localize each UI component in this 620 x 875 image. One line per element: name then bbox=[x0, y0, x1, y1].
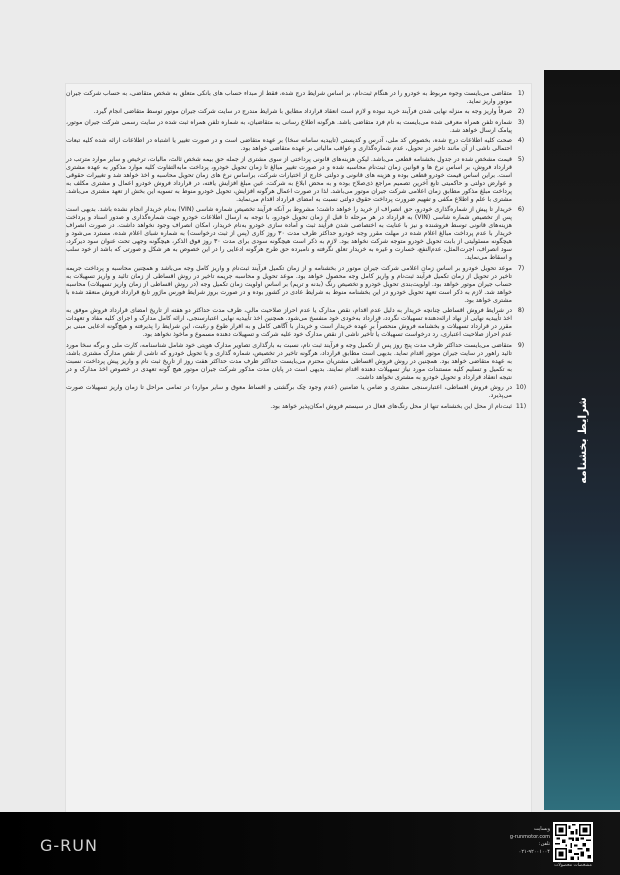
website-link[interactable]: g-runmotor.com bbox=[509, 833, 550, 840]
terms-paragraph bbox=[66, 384, 528, 400]
paragraph-number: 10) bbox=[515, 384, 527, 392]
terms-list bbox=[66, 90, 528, 413]
paragraph-number: 4) bbox=[517, 137, 525, 145]
qr-code-graphic bbox=[555, 824, 591, 860]
paragraph-text: ثبت‌نام از محل این بخشنامه تنها از محل رنگ‌های فعال در سیستم فروش امکان‌پذیر خواهد بود. bbox=[270, 402, 512, 410]
paragraph-text: صرفاً واریز وجه به منزله نهایی شدن فرآیند خرید نبوده و لازم است انعقاد قرارداد مطابق با شرایط مندرج در سایت شرکت جیران موتور توسط متقاضی انجام گیرد. bbox=[93, 108, 512, 116]
terms-paragraph bbox=[66, 137, 528, 153]
paragraph-number: 2) bbox=[517, 108, 525, 116]
paragraph-text: شماره تلفن همراه معرفی شده می‌بایست به نام فرد متقاضی باشد. هرگونه اطلاع رسانی به متقاضیان، به شماره تلفن همراه ثبت شده در سایت رسمی شرکت جیران موتور، پیامک ارسال خواهد شد. bbox=[66, 118, 512, 134]
terms-paragraph bbox=[66, 342, 528, 382]
paragraph-text: خریدار تا پیش از شماره‌گذاری خودرو، حق انصراف از خرید را خواهد داشت؛ مشروط بر آنکه فرآیند تخصیص شماره شاسی (VIN) به‌نام خریدار انجام نشده باشد. بدیهی است پس از تخصیص شماره شاسی (VIN) به قرارداد در هر مرحله تا قبل از زمان تحویل خودرو، با توجه به ارسال اطلاعات خودرو جهت شماره‌گذاری و صدور اسناد و پرداخت هزینه‌های قانونی توسط فروشنده و نیز با عنایت به اختصاصی شدن فرآیند ثبت و آماده سازی خودرو به‌نام خریدار، امکان انصراف وجود نخواهد داشت. در صورت انصراف خریدار با عدم پرداخت مبالغ اعلام شده در مهلت مقرر وجه خودرو حداکثر ظرف مدت ۳۰ روز کاری (پس از ثبت درخواست) به شماره شبای اعلام شده، مسترد می‌شود و هیچگونه مسئولیتی از بابت تحویل خودرو متوجه شرکت نخواهد بود. لازم به ذکر است هیچگونه سودی برای مدت ۳۰ روز فوق الذکر، هیچگونه وجهی تحت عنوان سود دیرکرد، سود انصراف، اجرت‌المثل، عدم‌النفع، خسارت و غیره به خریدار تعلق نگرفته و نامبرده حق طرح هرگونه ادعایی را در این خصوص به هر شکل و صورتی که باشد از خود سلب و اسقاط می‌نماید. bbox=[66, 206, 512, 262]
qr-code-icon[interactable] bbox=[553, 822, 593, 862]
phone-label: تلفن: bbox=[538, 841, 550, 847]
terms-paragraph bbox=[66, 90, 528, 106]
paragraph-number: 6) bbox=[517, 206, 525, 214]
paragraph-text: متقاضی می‌بایست حداکثر ظرف مدت پنج روز پس از تکمیل وجه و فرآیند ثبت نام، نسبت به بارگذاری تصاویر مدارک هویتی خود شامل شناسنامه، کارت ملی و برگه سخا مورد تائید راهور در سایت جیران موتور اقدام نماید. بدیهی است مطابق قرارداد، هرگونه تاخیر در تخصیص، شماره گذاری و یا تحویل خودرو که ناشی از نقص مدارک مشتری باشد، به عهده متقاضی خواهد بود. همچنین در روش فروش اقساطی مشتریان محترم می‌بایست حداکثر ظرف مدت حداکثر هفت روز از تاریخ ثبت نام و واریز پیش پرداخت، نسبت به تکمیل و تسلیم کلیه مستندات مورد نیاز تسهیلات دهنده اقدام نمایند. بدیهی است در پایان مدت مذکور شرکت جیران موتور هیچ گونه تعهدی در خصوص اخذ مدارک و در نتیجه انعقاد قرارداد و تحویل خودرو به مشتری نخواهد داشت. bbox=[66, 341, 512, 381]
paragraph-number: 8) bbox=[517, 307, 525, 315]
paragraph-text: صحت کلیه اطلاعات درج شده، بخصوص کد ملی، آدرس و کدپستی (تاییدیه سامانه سخا) بر عهده متقاضی است و در صورت تغییر یا اشتباه در اطلاعات ارائه شده کلیه تبعات احتمالی ناشی از آن مانند تاخیر در تحویل، عدم شماره‌گذاری و عواقب مالیاتی بر عهده متقاضی خواهد بود. bbox=[66, 137, 512, 153]
paragraph-number: 9) bbox=[517, 341, 525, 349]
terms-paragraph bbox=[66, 307, 528, 339]
side-banner-title-wrap bbox=[544, 70, 620, 810]
paragraph-text: در روش فروش اقساطی، اعتبارسنجی مشتری و ضامن یا ضامنین (عدم وجود چک برگشتی و اقساط معوق و سایر موارد) در تمامی مراحل تا زمان واریز تسهیلات صورت می‌پذیرد. bbox=[66, 384, 512, 400]
qr-code-label: مشخصات محصولات bbox=[554, 863, 592, 868]
terms-paragraph bbox=[66, 119, 528, 135]
phone-number: ۰۲۱-۹۲۰۰۱۰۰۴ bbox=[518, 848, 550, 855]
paragraph-text: در شرایط فروش اقساطی چنانچه خریدار به دلیل عدم اقدام، نقص مدارک یا عدم احراز صلاحیت مالی، ظرف مدت حداکثر دو هفته از تاریخ امضای قرارداد فروش موفق به اخذ تأییدیه نهایی از نهاد ارائه‌دهنده تسهیلات نگردد، قرارداد به‌خودی خود منفسخ می‌شود. همچنین اخذ تأییدیه نهایی اعتبارسنجی، ارائه کامل مدارک و اجرای کلیه مفاد و تعهدات مقرر در قرارداد تسهیلات و بخشنامه فروش منحصراً بر عهده خریدار است و خریدار با آگاهی کامل و به اقرار طوع و رغبت، این شرایط را پذیرفته و هیچ‌گونه ادعایی مبنی بر عدم احراز صلاحیت اعتباری، رد درخواست تسهیلات یا تأخیر ناشی از نقص مدارک خود علیه شرکت و تسهیلات دهنده مسموع و مأخوذ نخواهد بود. bbox=[66, 307, 512, 339]
terms-paragraph bbox=[66, 206, 528, 262]
terms-paragraph bbox=[66, 265, 528, 305]
paragraph-number: 5) bbox=[517, 155, 525, 163]
terms-paragraph bbox=[66, 403, 528, 411]
paragraph-number: 3) bbox=[517, 118, 525, 126]
contact-info bbox=[490, 826, 550, 856]
side-banner-title: شرایط بخشنامه bbox=[575, 396, 589, 484]
paragraph-text: قیمت مشخص شده در جدول بخشنامه قطعی می‌باشد. لیکن هزینه‌های قانونی پرداختی از سوی مشتری از جمله حق بیمه شخص ثالث، مالیات، ترخیص و سایر موارد مترتب در قرارداد فروش، بر اساس نرخ ها و قوانین زمان ثبت‌نام محاسبه شده و در صورت تغییر مبالغ تا زمان تحویل خودرو، پرداخت مابه‌التفاوت کلیه موارد مذکور به عهده مشتری است. براین اساس قیمت خودرو قطعی بوده و هزینه های قانونی و دولتی خارج از اختیارات شرکت، براساس نرخ های زمان تحویل محاسبه و اخذ خواهد شد و تغییرات حقوقی و عوارض دولتی و حاکمیتی تابع آخرین تصمیم مراجع ذی‌صلاح بوده و به محض ابلاغ به شرکت، عین مبلغ افزایش یافته، در قرارداد فروش خودرو اعمال و مشتری مکلف به پرداخت مبلغ مذکور مطابق زمان اعلامی شرکت جیران موتور می‌باشد. لذا در صورت اعمال هرگونه افزایش، تحویل خودرو منوط به تسویه این بخش از تعهد مشتری می‌باشد. مشتری با علم و اطلاع مکفی و تفهیم ضرورت پرداخت حقوق دولتی نسبت به امضای قرارداد اقدام می‌نماید. bbox=[66, 155, 512, 203]
paragraph-number: 1) bbox=[517, 90, 525, 97]
brand-logo: G-RUN bbox=[40, 836, 98, 855]
website-label: وبسایت bbox=[533, 826, 550, 832]
paragraph-number: 11) bbox=[515, 402, 527, 410]
terms-paragraph bbox=[66, 108, 528, 116]
terms-paragraph bbox=[66, 156, 528, 204]
paragraph-number: 7) bbox=[517, 264, 525, 272]
paragraph-text: موعد تحویل خودرو بر اساس زمان اعلامی شرکت جیران موتور در بخشنامه و از زمان تکمیل فرآیند ثبت‌نام و واریز کامل وجه می‌باشد و همچنین محاسبه و پرداخت جریمه تاخیر در تحویل از زمان تکمیل فرآیند ثبت‌نام و واریز کامل وجه محصول خواهد بود. موعد تحویل و محاسبه جریمه تاخیر در روش اقساطی از زمان تائید و واریز تسهیلات به حساب جیران موتور خواهد بود. اولویت‌بندی تحویل خودرو و تخصیص رنگ (بدنه و تریم) بر اساس اولویت زمان تکمیل وجه (در روش اقساطی از زمان واریز تسهیلات) محاسبه خواهد شد. لازم به ذکر است تعهد تحویل خودرو در این بخشنامه منوط به شرایط عادی در کشور بوده و در صورت بروز شرایط فورس ماژور تابع قرارداد فروش منعقد شده با مشتری خواهد بود. bbox=[66, 264, 512, 304]
paragraph-text: متقاضی می‌بایست وجوه مربوط به خودرو را در هنگام ثبت‌نام، بر اساس شرایط درج شده، فقط از مبداء حساب های بانکی متعلق به شخص متقاضی، به حساب شرکت جیران موتور واریز نماید. bbox=[66, 90, 512, 106]
